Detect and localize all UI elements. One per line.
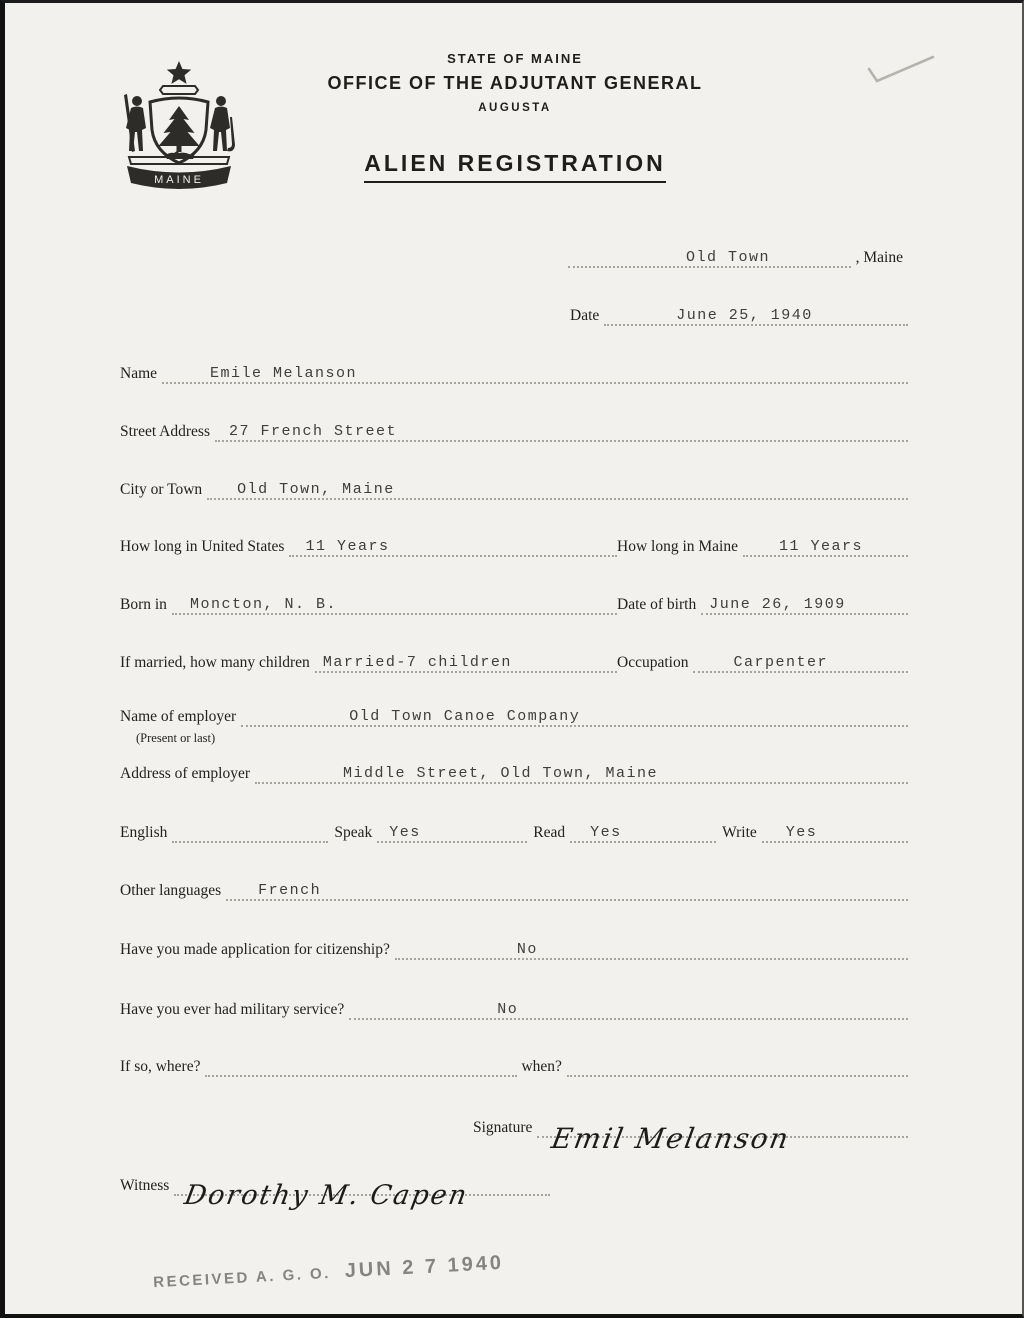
read-value: Yes <box>590 824 622 841</box>
city-row <box>120 479 908 500</box>
how-long-maine-field <box>743 534 908 557</box>
how-long-maine-value: 11 Years <box>778 538 863 555</box>
read-field <box>570 820 716 843</box>
military-service-label: Have you ever had military service? <box>120 1001 345 1018</box>
date-label: Date <box>570 307 600 324</box>
stamp-date-text: JUN 2 7 1940 <box>344 1251 505 1283</box>
witness-label: Witness <box>120 1177 170 1194</box>
agency-state-line: STATE OF MAINE <box>447 51 583 66</box>
how-long-us-pair <box>120 534 617 557</box>
other-languages-row <box>120 880 908 901</box>
place-row <box>568 247 908 268</box>
witness-field <box>174 1173 550 1211</box>
date-of-birth-label: Date of birth <box>617 596 697 613</box>
form-header <box>255 51 775 183</box>
date-row <box>570 305 908 326</box>
occupation-field <box>693 650 908 673</box>
witness-handwriting: Dorothy M. Capen <box>182 1180 472 1211</box>
signature-handwriting: Emil Melanson <box>549 1122 794 1155</box>
citizenship-row <box>120 939 908 960</box>
received-stamp <box>153 1252 505 1293</box>
employer-name-label: Name of employer <box>120 708 237 725</box>
occupation-value: Carpenter <box>733 654 828 671</box>
pencil-checkmark-icon <box>863 43 943 93</box>
date-value: June 25, 1940 <box>676 307 813 324</box>
military-service-field <box>349 997 908 1020</box>
write-field <box>762 820 908 843</box>
citizenship-value: No <box>516 941 538 958</box>
date-field <box>604 303 908 326</box>
how-long-maine-pair <box>617 534 908 557</box>
speak-field <box>377 820 527 843</box>
name-label: Name <box>120 365 158 382</box>
other-languages-value: French <box>258 882 322 899</box>
signature-label: Signature <box>473 1119 533 1136</box>
born-in-value: Moncton, N. B. <box>189 596 337 613</box>
city-label: City or Town <box>120 481 203 498</box>
how-long-maine-label: How long in Maine <box>617 538 738 555</box>
seal-banner-text: MAINE <box>154 174 204 186</box>
street-address-label: Street Address <box>120 423 210 440</box>
date-of-birth-pair <box>617 592 908 615</box>
born-in-label: Born in <box>120 596 167 613</box>
agency-office-line: OFFICE OF THE ADJUTANT GENERAL <box>327 73 703 93</box>
military-when-label: when? <box>521 1058 562 1075</box>
name-value: Emile Melanson <box>210 365 358 382</box>
form-title: ALIEN REGISTRATION <box>364 150 665 183</box>
date-of-birth-field <box>701 592 908 615</box>
married-children-pair <box>120 650 617 673</box>
born-in-field <box>172 592 617 615</box>
date-of-birth-value: June 26, 1909 <box>709 596 846 613</box>
employer-name-sublabel: (Present or last) <box>136 731 216 745</box>
town-field <box>568 245 851 268</box>
born-in-pair <box>120 592 617 615</box>
married-children-label: If married, how many children <box>120 654 310 671</box>
street-address-value: 27 French Street <box>228 423 398 440</box>
where-when-row <box>120 1056 908 1077</box>
english-label: English <box>120 824 168 841</box>
agency-city-line: AUGUSTA <box>478 102 552 114</box>
stamp-received-text: RECEIVED A. G. O. <box>152 1264 332 1292</box>
witness-row <box>120 1175 550 1211</box>
write-label: Write <box>722 824 757 841</box>
military-where-label: If so, where? <box>120 1058 201 1075</box>
military-when-field <box>567 1054 908 1077</box>
other-languages-label: Other languages <box>120 882 222 899</box>
english-row <box>120 822 908 843</box>
town-value: Old Town <box>686 249 771 266</box>
employer-name-value: Old Town Canoe Company <box>349 708 581 725</box>
citizenship-field <box>395 937 908 960</box>
employer-address-row <box>120 763 908 784</box>
signature-row <box>473 1117 908 1155</box>
employer-address-label: Address of employer <box>120 765 250 782</box>
citizenship-label: Have you made application for citizenship? <box>120 941 390 958</box>
name-row <box>120 363 908 384</box>
military-service-row <box>120 999 908 1020</box>
married-occupation-row <box>120 652 908 673</box>
city-value: Old Town, Maine <box>237 481 395 498</box>
name-field <box>162 361 908 384</box>
how-long-us-value: 11 Years <box>305 538 390 555</box>
birth-row <box>120 594 908 615</box>
employer-address-value: Middle Street, Old Town, Maine <box>343 765 659 782</box>
military-where-field <box>205 1054 517 1077</box>
speak-value: Yes <box>389 824 421 841</box>
employer-name-field <box>241 704 908 727</box>
occupation-label: Occupation <box>617 654 689 671</box>
city-field <box>207 477 908 500</box>
occupation-pair <box>617 650 908 673</box>
married-children-value: Married-7 children <box>322 654 512 671</box>
military-service-value: No <box>497 1001 519 1018</box>
employer-name-row <box>120 706 908 745</box>
how-long-us-label: How long in United States <box>120 538 285 555</box>
speak-label: Speak <box>334 824 373 841</box>
employer-address-field <box>255 761 908 784</box>
how-long-row <box>120 536 908 557</box>
write-value: Yes <box>785 824 818 841</box>
street-address-field <box>215 419 908 442</box>
employer-name-label-wrap <box>120 707 241 745</box>
how-long-us-field <box>289 534 617 557</box>
other-languages-field <box>226 878 908 901</box>
english-field <box>172 820 328 843</box>
state-suffix-label: , Maine <box>855 249 903 266</box>
signature-field <box>537 1115 908 1155</box>
read-label: Read <box>533 824 566 841</box>
street-address-row <box>120 421 908 442</box>
married-children-field <box>315 650 617 673</box>
maine-state-seal-icon <box>115 59 243 197</box>
